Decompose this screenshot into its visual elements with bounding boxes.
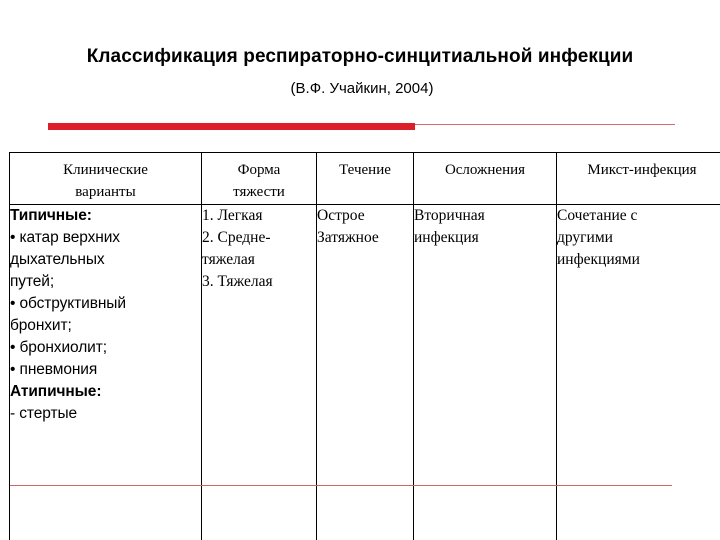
- list-item: 3. Тяжелая: [202, 273, 273, 290]
- list-item: путей;: [10, 273, 55, 290]
- list-item: Вторичная: [414, 207, 485, 224]
- header-severity: Форма тяжести: [202, 153, 317, 205]
- red-accent-bar: [48, 123, 415, 130]
- classification-table: [9, 152, 720, 540]
- list-item: 1. Легкая: [202, 207, 263, 224]
- header-clinical-variants: Клинические варианты: [10, 153, 202, 205]
- red-accent-line: [415, 124, 675, 125]
- list-item: дыхательных: [10, 251, 105, 268]
- list-item: Острое: [317, 207, 365, 224]
- slide-subtitle: (В.Ф. Учайкин, 2004): [290, 80, 434, 97]
- cell-clinical-variants: [10, 205, 202, 540]
- header-mixed-infection: Микст-инфекция: [557, 153, 720, 205]
- typical-heading: Типичные:: [10, 207, 92, 224]
- cell-mixed-infection: [557, 205, 720, 540]
- list-item: • обструктивный: [10, 295, 126, 312]
- list-item: Затяжное: [317, 229, 379, 246]
- list-item: 2. Средне-: [202, 229, 271, 246]
- list-item: бронхит;: [10, 317, 72, 334]
- list-item: инфекция: [414, 229, 479, 246]
- list-item: другими: [557, 229, 613, 246]
- red-bottom-line: [10, 485, 672, 486]
- list-item: • бронхиолит;: [10, 339, 107, 356]
- list-item: • катар верхних: [10, 229, 120, 246]
- header-course: Течение: [317, 153, 414, 205]
- cell-course: [317, 205, 414, 540]
- list-item: тяжелая: [202, 251, 255, 268]
- table-header-row: [10, 153, 720, 205]
- slide-title: Классификация респираторно-синцитиальной инфекции: [86, 46, 634, 67]
- table-row: [10, 205, 720, 540]
- list-item: • пневмония: [10, 361, 98, 378]
- atypical-heading: Атипичные:: [10, 383, 102, 400]
- cell-complications: [414, 205, 557, 540]
- header-complications: Осложнения: [414, 153, 557, 205]
- list-item: - стертые: [10, 405, 78, 422]
- list-item: Сочетание с: [557, 207, 638, 224]
- list-item: инфекциями: [557, 251, 640, 268]
- cell-severity: [202, 205, 317, 540]
